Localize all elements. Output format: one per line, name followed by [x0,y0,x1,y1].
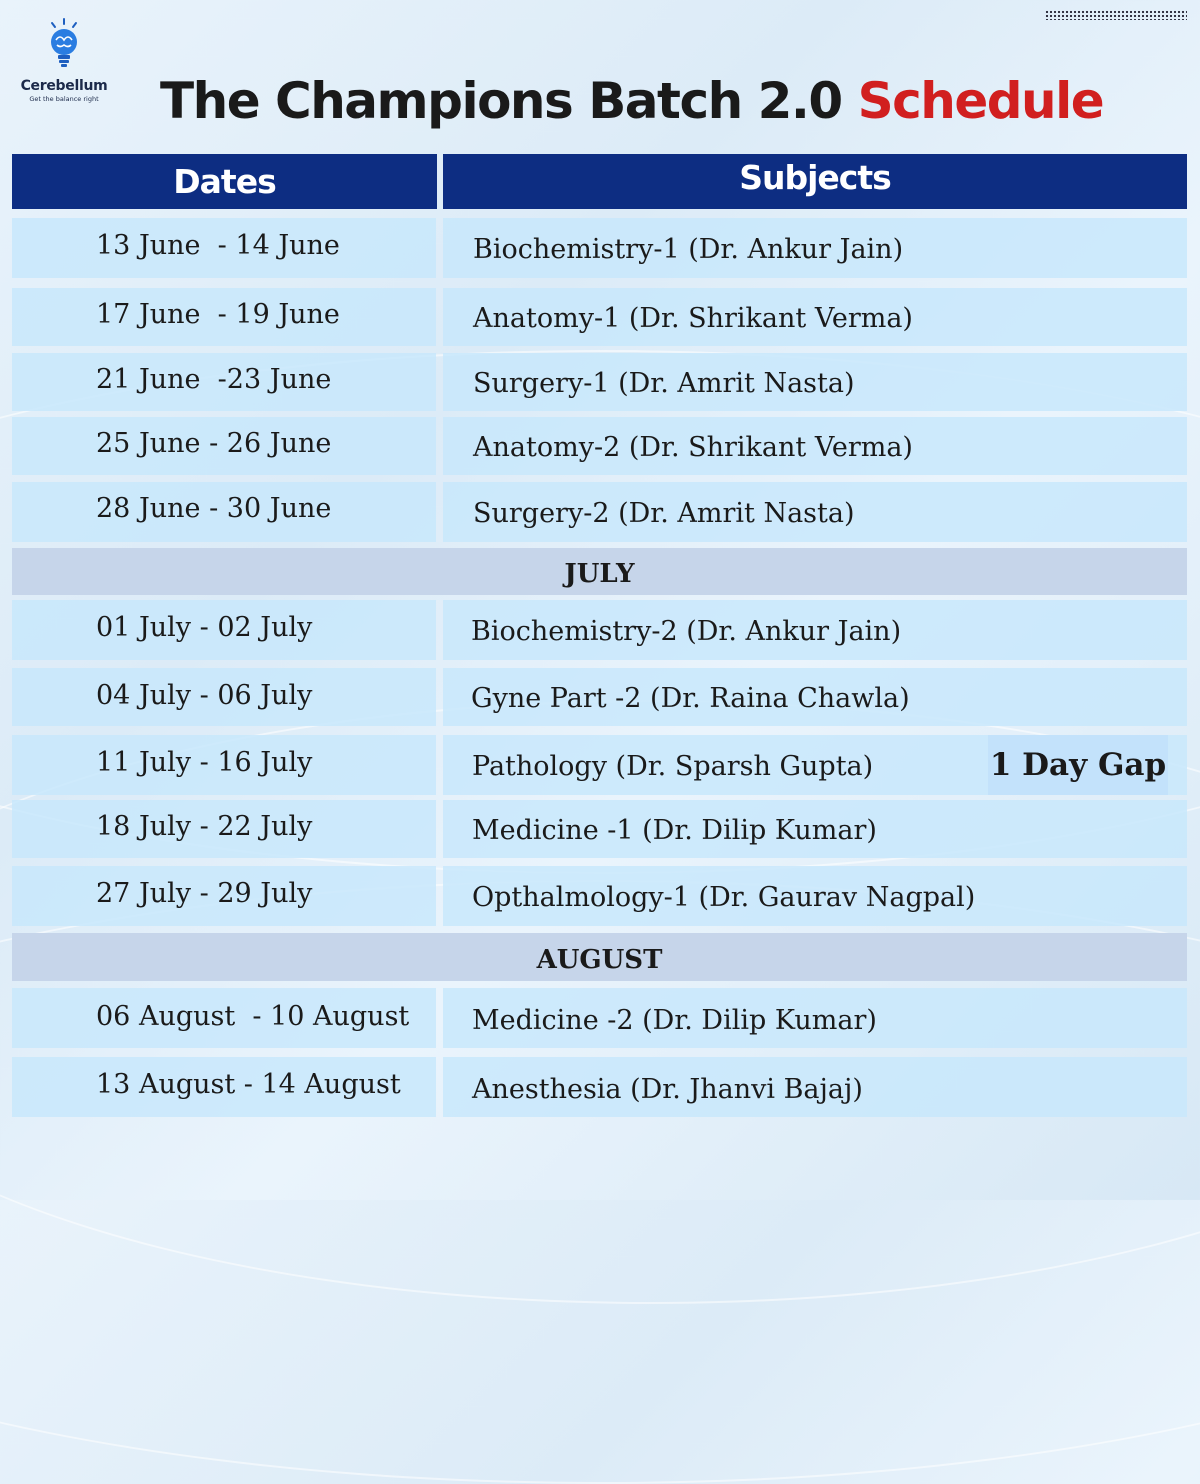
title-main: The Champions Batch 2.0 [160,72,842,130]
title-accent: Schedule [857,72,1104,130]
date-text: 06 August - 10 August [96,1001,410,1032]
gap-badge: 1 Day Gap [988,735,1168,795]
subject-text: Biochemistry-2 (Dr. Ankur Jain) [471,616,902,647]
date-cell [12,482,436,542]
subject-text: Surgery-1 (Dr. Amrit Nasta) [473,368,855,399]
subject-cell [443,353,1187,411]
subject-cell [443,288,1187,346]
subject-text: Surgery-2 (Dr. Amrit Nasta) [473,498,855,529]
date-text: 18 July - 22 July [96,811,313,842]
page-title [160,72,1103,130]
subject-text: Biochemistry-1 (Dr. Ankur Jain) [473,234,904,265]
subject-cell [443,988,1187,1048]
date-cell [12,735,436,795]
subject-text: Opthalmology-1 (Dr. Gaurav Nagpal) [472,882,976,913]
date-text: 01 July - 02 July [96,612,313,643]
section-august: AUGUST [12,933,1187,981]
subject-text: Gyne Part -2 (Dr. Raina Chawla) [471,683,910,714]
subject-text: Anesthesia (Dr. Jhanvi Bajaj) [472,1074,863,1105]
brain-bulb-icon [44,18,84,76]
date-text: 27 July - 29 July [96,878,313,909]
subject-cell [443,800,1187,858]
date-text: 11 July - 16 July [96,747,313,778]
header-dates: Dates [12,154,437,209]
date-text: 21 June -23 June [96,364,332,395]
subject-cell [443,417,1187,475]
date-cell [12,800,436,858]
logo-name: Cerebellum [20,78,108,94]
date-text: 17 June - 19 June [96,299,340,330]
date-cell [12,417,436,475]
subject-cell [443,600,1187,660]
subject-cell [443,1057,1187,1117]
subject-text: Anatomy-1 (Dr. Shrikant Verma) [473,303,913,334]
date-cell [12,988,436,1048]
dot-pattern [1045,10,1187,20]
subject-cell [443,482,1187,542]
date-cell [12,288,436,346]
subject-text: Anatomy-2 (Dr. Shrikant Verma) [473,432,913,463]
date-cell [12,866,436,926]
date-cell [12,353,436,411]
date-cell [12,600,436,660]
date-text: 25 June - 26 June [96,428,332,459]
subject-text: Medicine -1 (Dr. Dilip Kumar) [472,815,877,846]
date-cell [12,218,436,278]
subject-text: Pathology (Dr. Sparsh Gupta) [472,751,874,782]
date-cell [12,1057,436,1117]
subject-text: Medicine -2 (Dr. Dilip Kumar) [472,1005,877,1036]
subject-cell [443,668,1187,726]
date-text: 13 June - 14 June [96,230,340,261]
section-july: JULY [12,548,1187,595]
date-text: 28 June - 30 June [96,493,332,524]
date-text: 04 July - 06 July [96,680,313,711]
header-subjects: Subjects [443,154,1187,209]
logo-tagline: Get the balance right [29,95,99,103]
logo [14,18,114,103]
date-cell [12,668,436,726]
subject-cell [443,218,1187,278]
subject-cell [443,866,1187,926]
date-text: 13 August - 14 August [96,1069,401,1100]
